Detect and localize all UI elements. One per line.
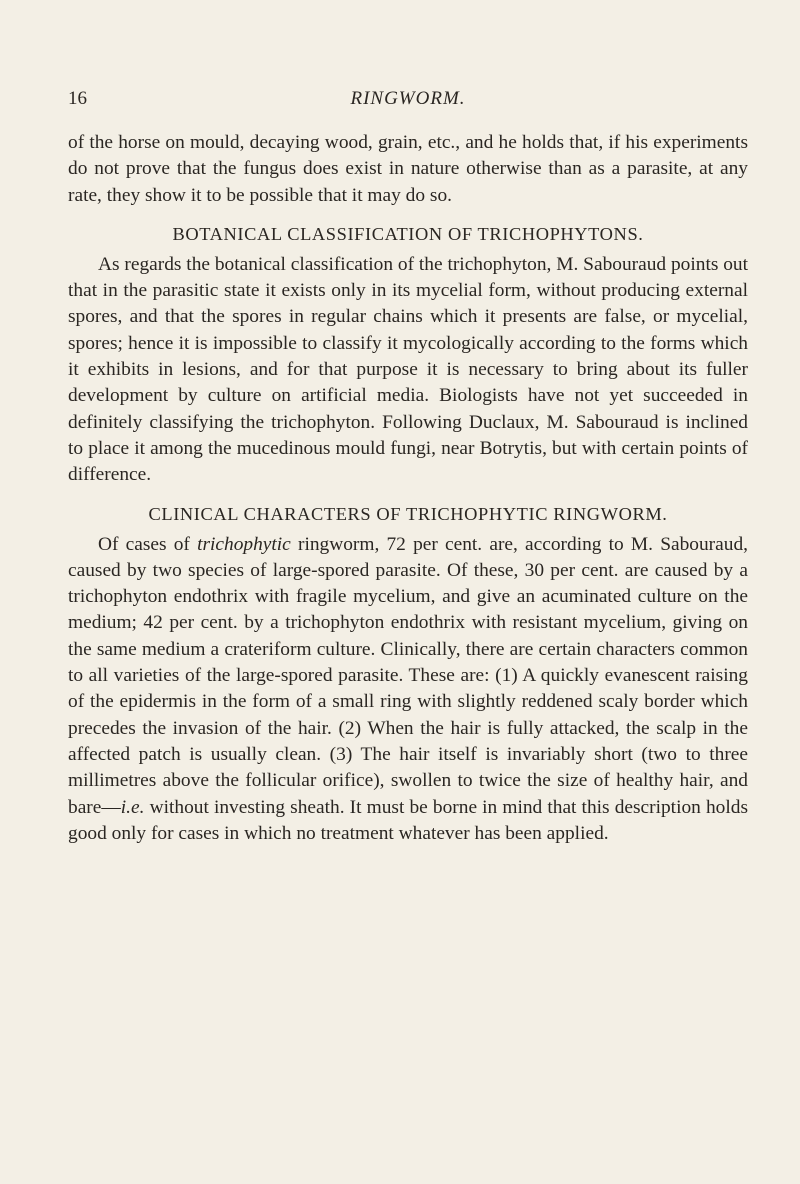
running-title: RINGWORM. [350, 88, 466, 109]
paragraph-continuation: of the horse on mould, decaying wood, grain, etc., and he holds that, if his experiments do not prove that the fungus does exist in nature otherwise than as a parasite, at any rate, they show it to be possible that it may do so. [68, 132, 748, 206]
book-page [68, 0, 748, 1184]
page-number: 16 [68, 88, 87, 109]
paragraph-clinical-body: ringworm, 72 per cent. are, according to M. Sabouraud, caused by two species of large-spored parasite. Of these, 30 per cent. are caused by a trichophyton endothrix with fragile mycelium, and give an acuminated culture on the medium; 42 per cent. by a trichophyton endothrix with resistant mycelium, giving on the same medium a crateriform culture. Clinically, there are certain characters common to all varieties of the large-spored parasite. These are: (1) A quickly evanescent raising of the epidermis in the form of a small ring with slightly reddened scaly border which precedes the invasion of the hair. (2) When the hair is fully attacked, the scalp in the affected patch is usually clean. (3) The hair itself is invariably short (two to three millimetres above the follicular orifice), swollen to twice the size of healthy hair, and bare— [68, 533, 748, 818]
paragraph-clinical [68, 532, 748, 848]
running-head [68, 86, 748, 112]
paragraph-botanical: As regards the botanical classification of the trichophyton, M. Sabouraud points out that in the parasitic state it exists only in its mycelial form, without producing external spores, and that the spores in regular chains which it presents are false, or mycelial, spores; hence it is impossible to classify it mycologically according to the forms which it exhibits in lesions, and for that purpose it is necessary to bring about its fuller development by culture on artificial media. Biologists have not yet succeeded in definitely classifying the trichophyton. Following Duclaux, M. Sabouraud is inclined to place it among the mucedinous mould fungi, near Botrytis, but with certain points of difference. [68, 253, 748, 486]
paragraph-clinical-start: Of cases of [98, 533, 198, 555]
italic-term: trichophytic [197, 533, 291, 555]
paragraph-clinical-end: without investing sheath. It must be borne in mind that this description holds good only for cases in which no treatment whatever has been applied. [68, 796, 748, 844]
section-heading-clinical: CLINICAL CHARACTERS OF TRICHOPHYTIC RINGWORM. [148, 503, 668, 524]
italic-abbreviation: i.e. [120, 796, 145, 818]
body-text [68, 130, 748, 847]
section-heading-botanical: BOTANICAL CLASSIFICATION OF TRICHOPHYTONS. [172, 223, 644, 244]
